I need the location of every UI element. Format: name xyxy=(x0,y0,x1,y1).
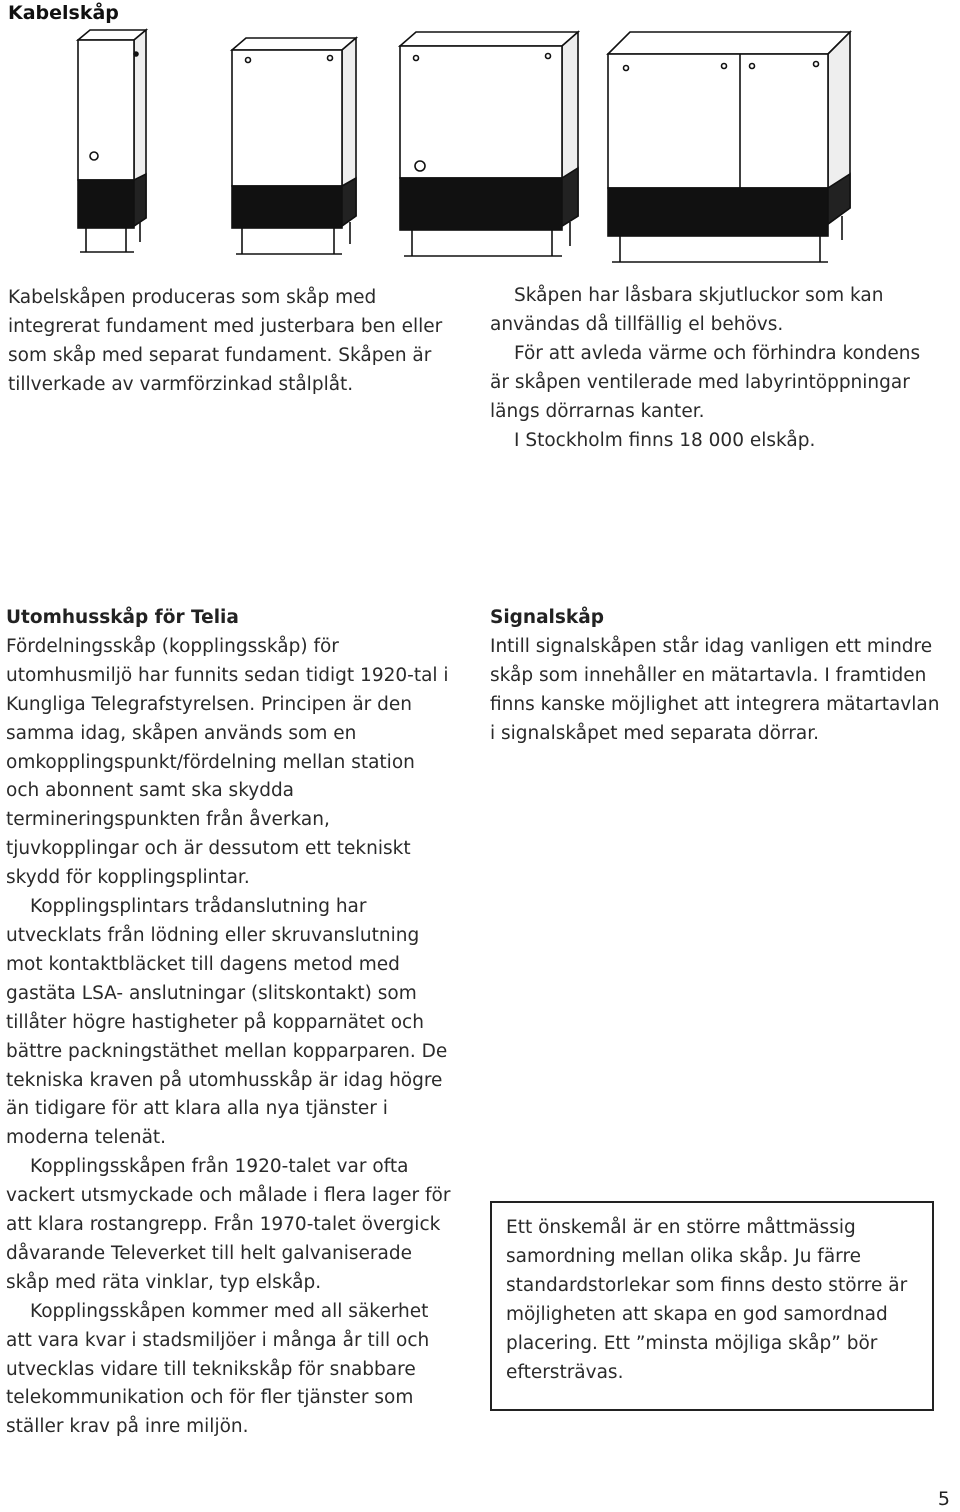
signal-heading: Signalskåp xyxy=(490,607,604,628)
telia-paragraph: Kopplingsskåpen kommer med all säkerhet att vara kvar i stadsmiljöer i många år till och utvecklas vidare till teknikskåp för snabbare telekommunikation och för fler tjänster som ställer krav på inre miljön. xyxy=(6,1300,430,1438)
page-title: Kabelskåp xyxy=(8,2,119,24)
cabinet-illustration xyxy=(60,28,860,276)
intro-left-text: Kabelskåpen produceras som skåp med integrerat fundament med justerbara ben eller som skåp med separat fundament. Skåpen är tillverkade av varmförzinkad stålplåt. xyxy=(8,287,443,395)
callout-text: Ett önskemål är en större måttmässig samordning mellan olika skåp. Ju färre standardstorlekar som finns desto större är möjligheten att skapa en god samordnad placering. Ett ”minsta möjliga skåp” bör eftersträvas. xyxy=(506,1217,908,1383)
intro-right-paragraph: Skåpen har låsbara skjutluckor som kan användas då tillfällig el behövs. xyxy=(490,285,884,335)
intro-left xyxy=(8,284,448,400)
intro-right xyxy=(490,282,940,455)
telia-paragraph: Kopplingsskåpen från 1920-talet var ofta vackert utsmyckade och målade i flera lager för att klara rostangrepp. Från 1970-talet övergick dåvarande Televerket till helt galvaniserade skåp med räta vinklar, typ elskåp. xyxy=(6,1156,451,1293)
telia-section xyxy=(6,604,452,1442)
cabinet-4 xyxy=(608,32,850,262)
telia-paragraph: Fördelningsskåp (kopplingsskåp) för utomhusmiljö har funnits sedan tidigt 1920-tal i Kungliga Telegrafstyrelsen. Principen är den samma idag, skåpen används som en omkopplingspunkt/fördelning mellan station och abonnent samt ska skydda termineringspunkten från åverkan, tjuvkopplingar och är dessutom ett tekniskt skydd för kopplingsplintar. xyxy=(6,635,449,889)
cabinet-1 xyxy=(78,30,146,252)
cabinet-2 xyxy=(232,38,356,254)
cabinet-3 xyxy=(400,32,578,256)
signal-text: Intill signalskåpen står idag vanligen ett mindre skåp som innehåller en mätartavla. I framtiden finns kanske möjlighet att integrera mätartavlan i signalskåpet med separata dörrar. xyxy=(490,635,940,744)
intro-right-paragraph: I Stockholm finns 18 000 elskåp. xyxy=(514,429,816,451)
telia-paragraph: Kopplingsplintars trådanslutning har utvecklats från lödning eller skruvanslutning mot kontaktbläcket till dagens metod med gastäta LSA- anslutningar (slitskontakt) som tillåter högre hastigheter på kopparnätet och bättre packningstäthet mellan kopparparen. De tekniska kraven på utomhusskåp är idag högre än tidigare för att klara alla nya tjänster i moderna telenät. xyxy=(6,896,448,1149)
signal-section xyxy=(490,604,940,749)
telia-heading: Utomhusskåp för Telia xyxy=(6,607,239,628)
intro-right-paragraph: För att avleda värme och förhindra kondens är skåpen ventilerade med labyrintöppningar längs dörrarnas kanter. xyxy=(490,342,921,422)
callout-box xyxy=(490,1201,934,1411)
page-number: 5 xyxy=(937,1488,950,1510)
